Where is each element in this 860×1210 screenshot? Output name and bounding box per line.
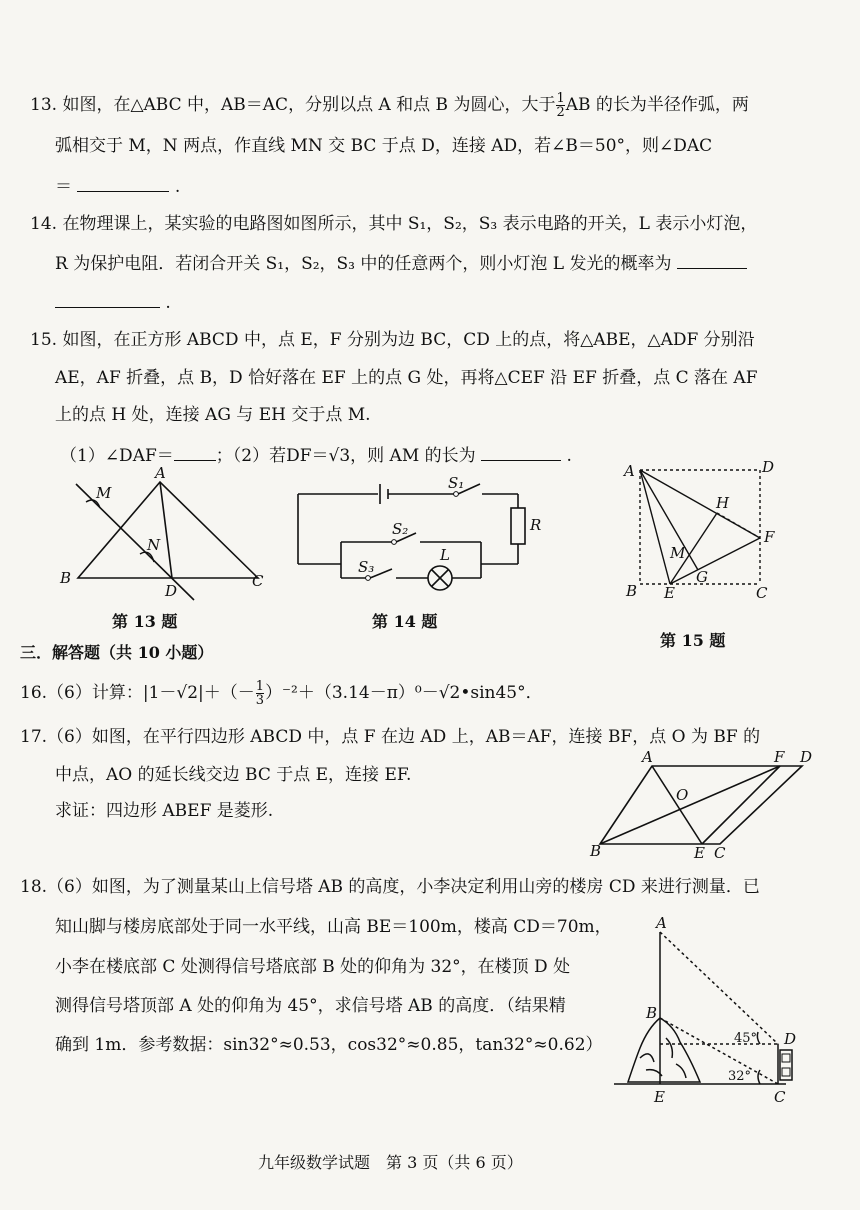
fig17-label-f: F	[774, 748, 785, 766]
q14-answer-blank-1[interactable]	[677, 253, 747, 269]
fig18-diagram	[610, 914, 810, 1118]
fig18-label-e: E	[654, 1088, 665, 1106]
fig13-label-m: M	[96, 484, 112, 502]
q15-answer-blank-2[interactable]	[481, 445, 561, 461]
q15-line4: （1）∠DAF＝ ；（2）若DF＝√3，则 AM 的长为 .	[60, 446, 572, 466]
fig17-label-o: O	[676, 786, 689, 804]
fig17-label-a: A	[642, 748, 653, 766]
fig14-resistor	[511, 508, 525, 544]
q15-line3: 上的点 H 处，连接 AG 与 EH 交于点 M.	[55, 405, 371, 425]
fig15-label-c: C	[756, 584, 768, 602]
fig15-label-m: M	[670, 544, 686, 562]
q14-answer-blank-2[interactable]	[55, 292, 160, 308]
q15-line2: AE，AF 折叠，点 B，D 恰好落在 EF 上的点 G 处，再将△CEF 沿 EF 折叠，点 C 落在 AF	[55, 368, 758, 388]
fig14-label-s1: S₁	[448, 474, 465, 492]
fig14-label-l: L	[440, 546, 450, 564]
q15-answer-blank-1[interactable]	[174, 445, 216, 461]
q13-line2: 弧相交于 M，N 两点，作直线 MN 交 BC 于点 D，连接 AD，若∠B＝50°，则∠DAC	[55, 136, 713, 156]
fig15-label-f: F	[764, 528, 775, 546]
fig18-label-a: A	[656, 914, 667, 932]
fig15-label-a: A	[624, 462, 635, 480]
fig13-label-c: C	[252, 572, 264, 590]
fig18-mountain	[628, 1018, 700, 1082]
fig18-label-b: B	[646, 1004, 658, 1022]
fig18-label-c: C	[774, 1088, 786, 1106]
fig17-parallelogram	[600, 766, 802, 844]
fig17-label-c: C	[714, 844, 726, 862]
q17-line2: 中点，AO 的延长线交边 BC 于点 E，连接 EF.	[55, 765, 412, 785]
fig13-caption: 第 13 题	[112, 612, 178, 631]
fig17-label-b: B	[590, 842, 602, 860]
fig14-label-s2: S₂	[392, 520, 409, 538]
q14-line2: R 为保护电阻．若闭合开关 S₁，S₂，S₃ 中的任意两个，则小灯泡 L 发光的概率为	[55, 253, 747, 274]
fig13-segment-ad	[160, 482, 172, 578]
fig14-diagram	[296, 474, 542, 590]
fig17-label-d: D	[800, 748, 813, 766]
fig13-label-b: B	[60, 569, 72, 587]
q17-line3: 求证：四边形 ABEF 是菱形.	[55, 801, 274, 821]
fig15-label-d: D	[762, 458, 775, 476]
q18-line3: 小李在楼底部 C 处测得信号塔底部 B 处的仰角为 32°，在楼顶 D 处	[55, 957, 571, 977]
fig13-label-d: D	[165, 582, 178, 600]
q18-line2: 知山脚与楼房底部处于同一水平线，山高 BE＝100m，楼高 CD＝70m，	[55, 917, 612, 937]
fig14-caption: 第 14 题	[372, 612, 438, 631]
q18-line1: 18.（6）如图，为了测量某山上信号塔 AB 的高度，小李决定利用山旁的楼房 CD 来进行测量．已	[20, 877, 760, 897]
q18-line4: 测得信号塔顶部 A 处的仰角为 45°，求信号塔 AB 的高度．（结果精	[55, 996, 566, 1016]
fraction-third: $\frac{1}{3}$	[255, 679, 265, 708]
fig18-label-d: D	[784, 1030, 797, 1048]
q13-line3: ＝ .	[55, 177, 181, 197]
fig15-label-b: B	[626, 582, 638, 600]
fig15-label-g: G	[696, 568, 708, 586]
fig17-diagram	[590, 748, 813, 862]
fig14-label-s3: S₃	[358, 558, 375, 576]
fig14-label-r: R	[530, 516, 542, 534]
fraction-half: $\frac{1}{2}$	[556, 91, 565, 120]
q16-line: 16.（6）计算：|1－√2|＋（－ $\frac{1}{3}$ ）⁻²＋（3.14－π）⁰－√2•sin45°．	[20, 679, 543, 708]
q13-answer-blank[interactable]	[77, 176, 169, 192]
fig13-label-n: N	[147, 536, 161, 554]
q14-line3: .	[55, 292, 171, 313]
q15-line1: 15. 如图，在正方形 ABCD 中，点 E，F 分别为边 BC，CD 上的点，将△ABE，△ADF 分别沿	[30, 330, 755, 350]
fig18-angle-32: 32°	[728, 1069, 752, 1084]
page-footer: 九年级数学试题 第 3 页（共 6 页）	[258, 1153, 523, 1172]
fig18-angle-45: 45°	[734, 1031, 758, 1046]
q17-line1: 17.（6）如图，在平行四边形 ABCD 中，点 F 在边 AD 上，AB＝AF，连接 BF，点 O 为 BF 的	[20, 727, 761, 747]
fig13-label-a: A	[155, 464, 166, 482]
q13-line1: 13. 如图，在△ABC 中，AB＝AC，分别以点 A 和点 B 为圆心，大于 $\frac{1}{2}$ AB 的长为半径作弧，两	[30, 91, 749, 120]
section-heading: 三．解答题（共 10 小题）	[20, 643, 214, 662]
fig17-label-e: E	[694, 844, 705, 862]
fig15-caption: 第 15 题	[660, 631, 726, 650]
fig15-diagram	[622, 458, 792, 602]
fig15-label-e: E	[664, 584, 675, 602]
fig13-diagram	[50, 464, 270, 608]
q18-line5: 确到 1m．参考数据：sin32°≈0.53，cos32°≈0.85，tan32°≈0.62）	[55, 1035, 603, 1055]
fig15-label-h: H	[716, 494, 730, 512]
q14-line1: 14. 在物理课上，某实验的电路图如图所示，其中 S₁，S₂，S₃ 表示电路的开关，L 表示小灯泡，	[30, 214, 758, 234]
